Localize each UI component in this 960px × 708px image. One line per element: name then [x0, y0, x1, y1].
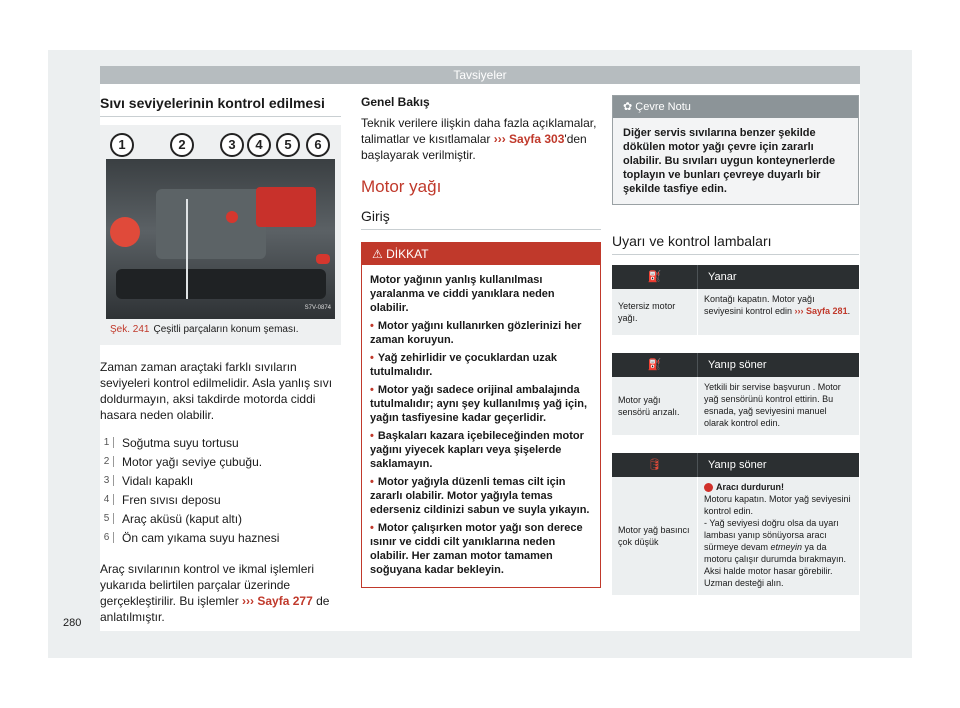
leaf-icon: ✿ [623, 101, 636, 113]
figure-caption-text: Çeşitli parçaların konum şeması. [153, 324, 299, 335]
warning-bullet: • Motor yağını kullanırken gözlerinizi her zaman koruyun. [370, 319, 592, 347]
table-row: Yetersiz motor yağı. Kontağı kapatın. Motor yağı seviyesini kontrol edin ››› Sayfa 281. [612, 289, 859, 335]
warning-bullet: • Yağ zehirlidir ve çocuklardan uzak tutulmalıdır. [370, 351, 592, 379]
component-list [100, 433, 341, 547]
section-title-warning-lamps: Uyarı ve kontrol lambaları [612, 233, 859, 255]
section-title-fluid-levels: Sıvı seviyelerinin kontrol edilmesi [100, 95, 341, 117]
callout-2: 2 [170, 133, 194, 157]
callout-1: 1 [110, 133, 134, 157]
table-row: Motor yağı sensörü arızalı. Yetkili bir servise başvurun . Motor yağ sensörünü kontrol ettirin. Bu esnada, yağ seviyesini manuel olarak kontrol edin. [612, 377, 859, 435]
page-ref-link[interactable]: ››› Sayfa 281 [794, 306, 848, 316]
oil-level-icon: ⛽ [647, 271, 662, 283]
list-item: 3 Vidalı kapaklı [100, 471, 341, 490]
table-row: Motor yağ basıncı çok düşük Aracı durdurun! Motoru kapatın. Motor yağ seviyesini kontrol edin. - Yağ seviyesi doğru olsa da uyarı lambası yanıp sönüyorsa aracı sürmeye devam etmeyin ya da motoru çalışır durumda bırakmayın. Aksi halde motor hasar görebilir. Uzman desteği alın. [612, 477, 859, 595]
column-3 [612, 95, 859, 595]
warning-box [361, 242, 601, 588]
warning-bullet: • Başkaları kazara içebileceğinden motor yağını yiyecek kapları veya şişelerde saklamayın. [370, 429, 592, 471]
subsection-title-intro: Giriş [361, 208, 601, 230]
warning-triangle-icon: ⚠ [372, 247, 387, 261]
environment-note-body: Diğer servis sıvılarına benzer şekilde dökülen motor yağı çevre için zararlı olabilir. Bu sıvıları uygun konteynerlerde toplayın ve bunları çevreye duyarlı bir şekilde tasfiye edin. [613, 118, 858, 204]
warning-bullet: • Motor yağı sadece orijinal ambalajında tutulmalıdır; aynı şey kullanılmış yağ için, yağın tasfiyesine kadar geçerlidir. [370, 383, 592, 425]
table-header-row: 🛢 Yanıp söner [612, 453, 859, 477]
warning-bullet: • Motor çalışırken motor yağı son derece ısınır ve ciddi cilt yanıklarına neden olabilir. Her zaman motor tamamen soğuyana kadar bekleyin. [370, 521, 592, 577]
section-title-engine-oil: Motor yağı [361, 177, 442, 196]
oil-pressure-icon: 🛢 [647, 459, 662, 471]
chapter-header: Tavsiyeler [100, 66, 860, 84]
page-ref-link[interactable]: ››› Sayfa 277 [242, 594, 313, 608]
list-item: 4 Fren sıvısı deposu [100, 490, 341, 509]
overview-paragraph: Teknik verilere ilişkin daha fazla açıklamalar, talimatlar ve kısıtlamalar ››› Sayfa 303'den başlayarak verilmiştir. [361, 116, 597, 162]
table-header-row: ⛽ Yanar [612, 265, 859, 289]
outro-paragraph: Araç sıvılarının kontrol ve ikmal işlemleri yukarıda belirtilen parçalar üzerinde gerçekleştirilir. Bu işlemler ››› Sayfa 277 de anlatılmıştır. [100, 562, 330, 624]
page-ref-link[interactable]: ››› Sayfa 303 [493, 132, 565, 146]
warning-header: ⚠ DİKKAT [362, 243, 600, 265]
figure-code: S7V-0874 [304, 305, 331, 311]
column-2 [361, 95, 601, 588]
list-item: 2 Motor yağı seviye çubuğu. [100, 452, 341, 471]
callout-4: 4 [247, 133, 271, 157]
figure-caption [110, 324, 299, 335]
callout-5: 5 [276, 133, 300, 157]
figure-callouts [106, 131, 335, 161]
environment-note-header: ✿ Çevre Notu [613, 96, 858, 118]
environment-note-box [612, 95, 859, 205]
oil-sensor-icon: ⛽ [647, 359, 662, 371]
callout-3: 3 [220, 133, 244, 157]
figure-label: Şek. 241 [110, 324, 150, 335]
warning-bullet: • Motor yağıyla düzenli temas cilt için zararlı olabilir. Motor yağıyla temas ederseniz cildinizi sabun ve suyla yıkayın. [370, 475, 592, 517]
warning-body [362, 265, 600, 587]
list-item: 1 Soğutma suyu tortusu [100, 433, 341, 452]
callout-6: 6 [306, 133, 330, 157]
page-number: 280 [63, 617, 82, 629]
overview-title: Genel Bakış [361, 95, 430, 109]
warning-lead: Motor yağının yanlış kullanılması yaralanma ve ciddi yanıklara neden olabilir. [370, 274, 555, 314]
lamp-table [612, 265, 859, 595]
engine-figure [100, 125, 341, 345]
column-1 [100, 95, 341, 625]
list-item: 6 Ön cam yıkama suyu haznesi [100, 528, 341, 547]
list-item: 5 Araç aküsü (kaput altı) [100, 509, 341, 528]
stop-icon [704, 483, 713, 492]
intro-paragraph: Zaman zaman araçtaki farklı sıvıların seviyeleri kontrol edilmelidir. Asla yanlış sıvı doldurmayın, aksi takdirde motorda ciddi hasara neden olabilir. [100, 360, 333, 422]
engine-photo [106, 159, 335, 319]
table-header-row: ⛽ Yanıp söner [612, 353, 859, 377]
